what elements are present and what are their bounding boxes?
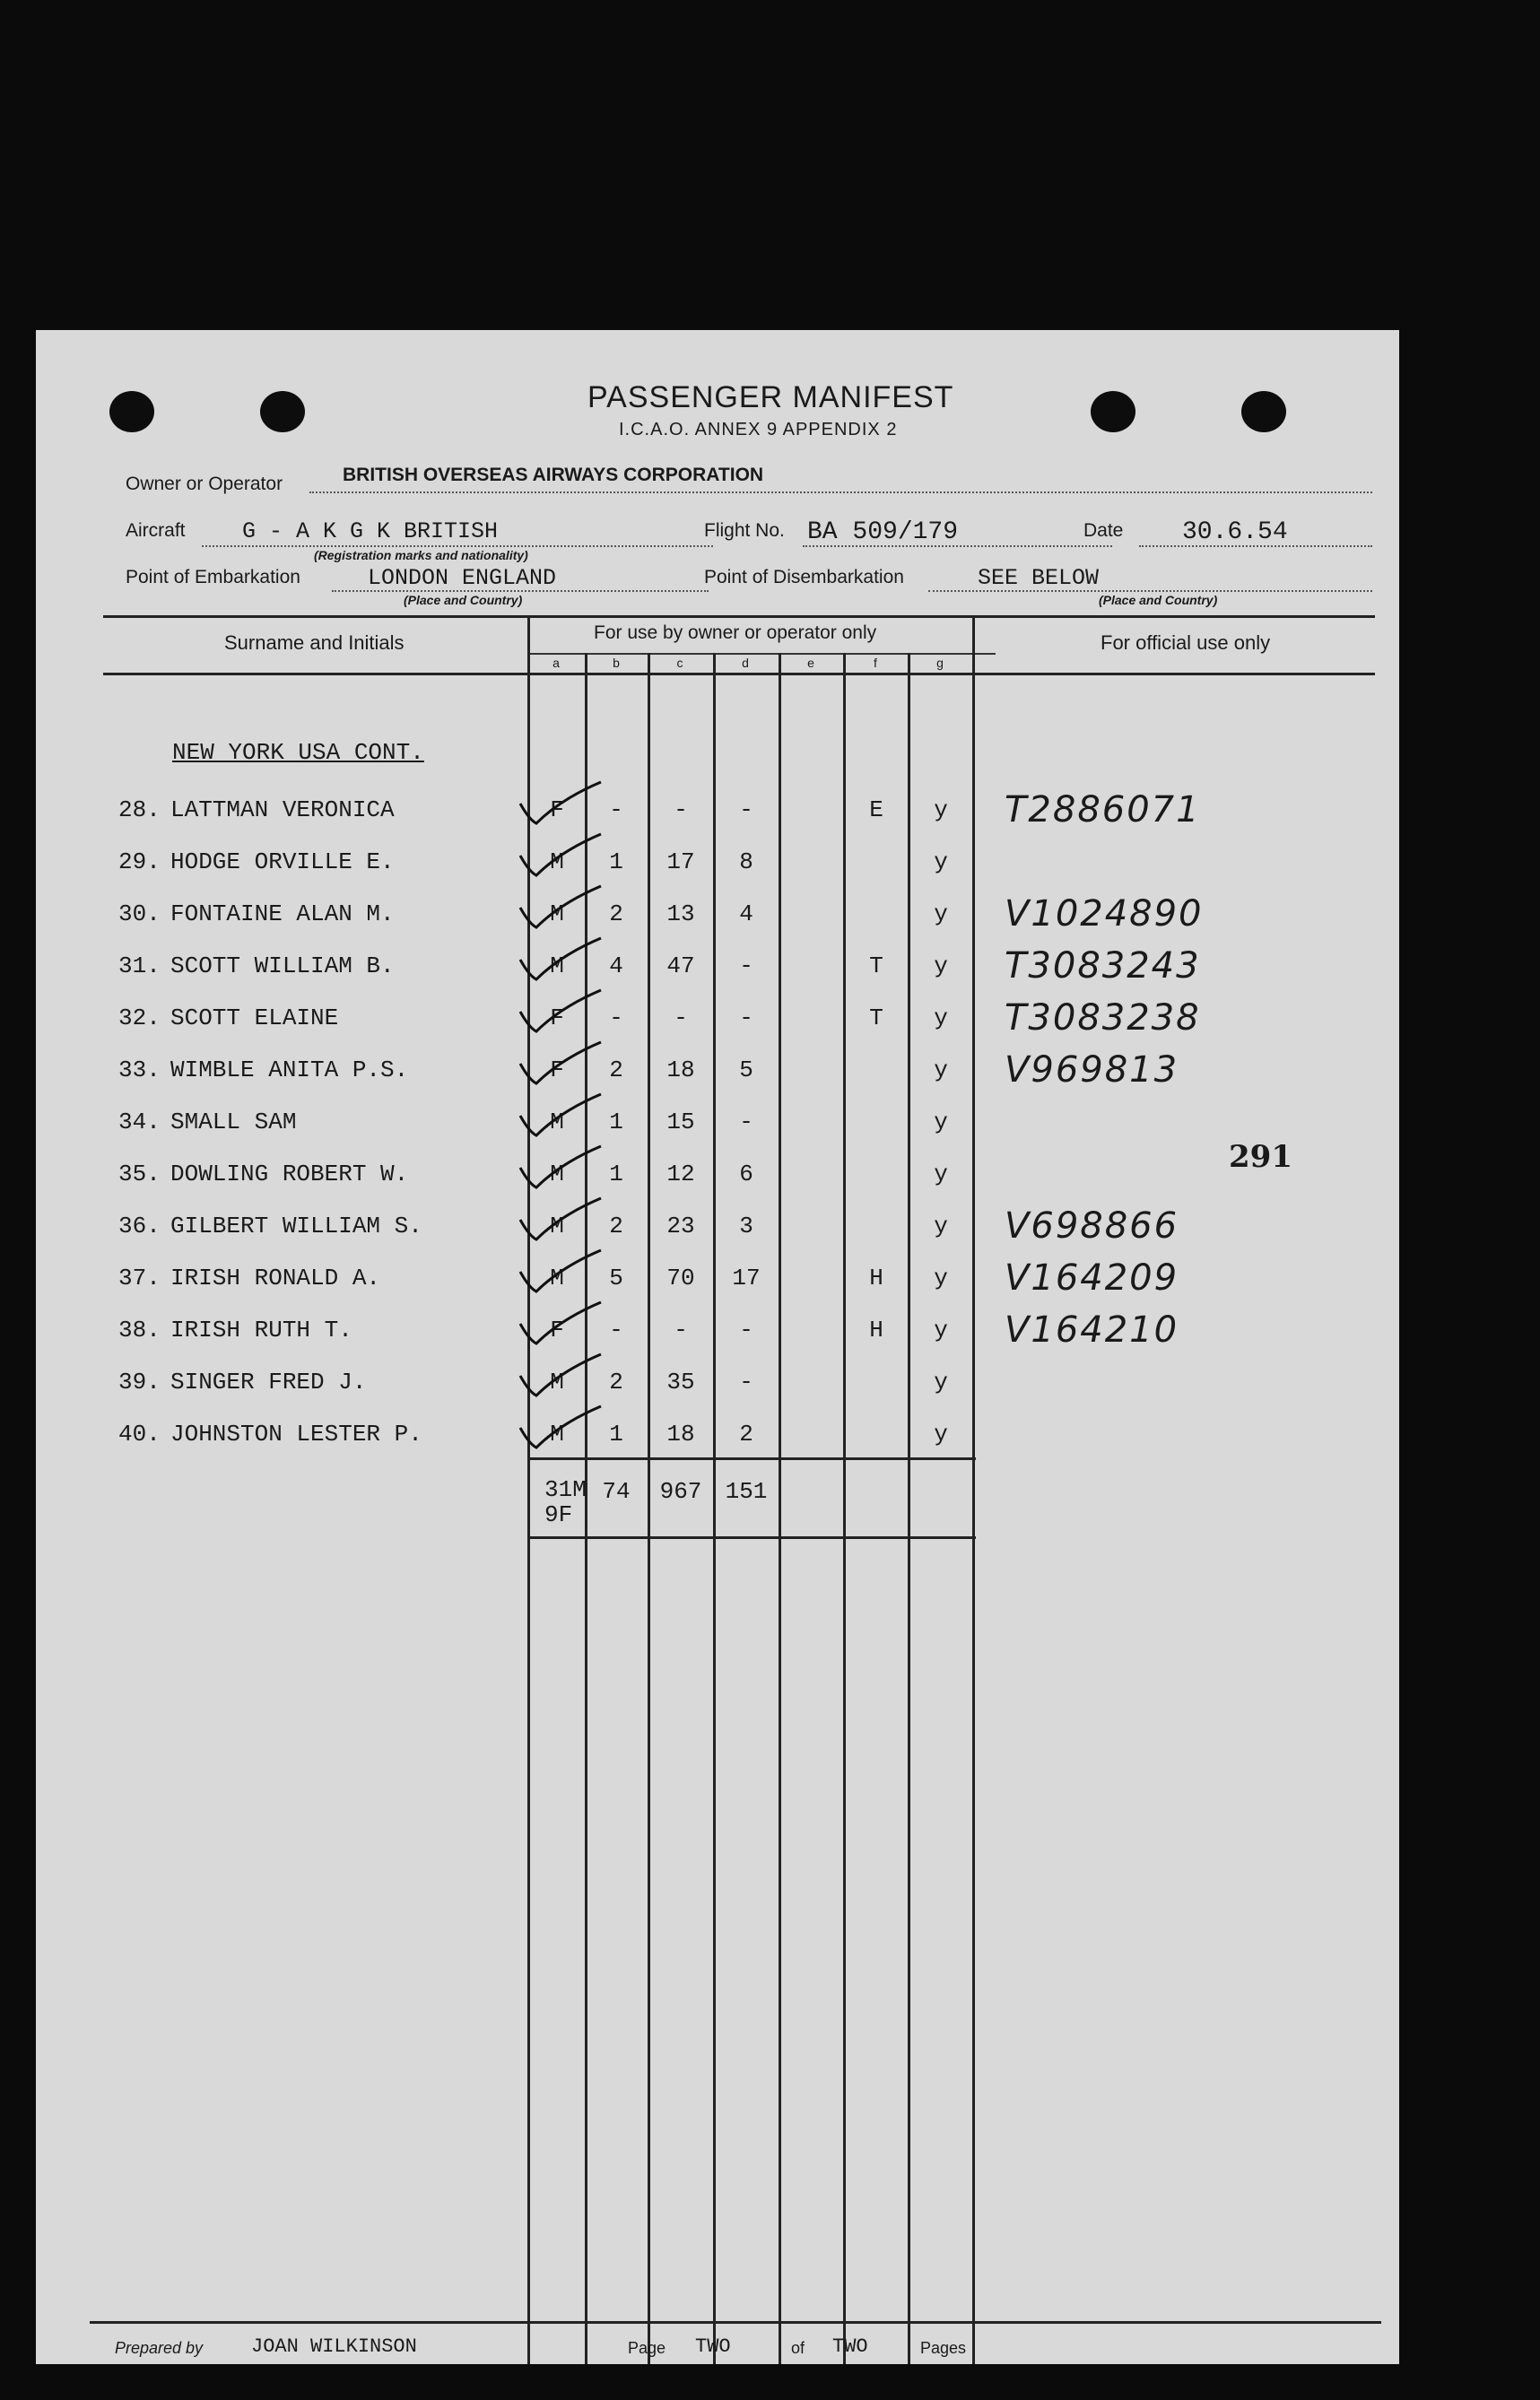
cell-b: 1 <box>609 1109 623 1135</box>
passenger-name: HODGE ORVILLE E. <box>170 848 395 875</box>
cell-b: 1 <box>609 1421 623 1448</box>
manifest-sheet <box>36 330 1399 2364</box>
passenger-name: GILBERT WILLIAM S. <box>170 1213 422 1239</box>
check-mark-icon <box>511 829 610 883</box>
official-number: V164209 <box>1005 1257 1179 1299</box>
cell-g: y <box>934 1421 948 1448</box>
cell-b: - <box>609 1317 623 1343</box>
check-mark-icon <box>511 881 610 935</box>
check-mark-icon <box>511 933 610 987</box>
page-label: Page <box>628 2339 666 2357</box>
stamp-number: 291 <box>1229 1139 1292 1175</box>
aircraft-note: (Registration marks and nationality) <box>314 548 528 562</box>
cell-c: 35 <box>666 1369 695 1396</box>
cell-b: 4 <box>609 952 623 979</box>
page-value: TWO <box>695 2335 731 2358</box>
passenger-name: LATTMAN VERONICA <box>170 796 395 823</box>
check-mark-icon <box>511 1089 610 1143</box>
cell-g: y <box>934 1109 948 1135</box>
passenger-name: SINGER FRED J. <box>170 1369 367 1396</box>
cell-c: 18 <box>666 1421 695 1448</box>
cell-b: 5 <box>609 1265 623 1291</box>
aircraft-label: Aircraft <box>126 520 186 541</box>
cell-g: y <box>934 952 948 979</box>
cell-g: y <box>934 1057 948 1083</box>
cell-g: y <box>934 900 948 927</box>
disembark-note: (Place and Country) <box>1099 593 1218 607</box>
cell-a: M <box>550 900 564 927</box>
cell-f: H <box>869 1317 883 1343</box>
passenger-name: WIMBLE ANITA P.S. <box>170 1057 409 1083</box>
table-top-rule <box>103 615 1375 618</box>
passenger-name: FONTAINE ALAN M. <box>170 900 395 927</box>
passenger-name: JOHNSTON LESTER P. <box>170 1421 422 1448</box>
col-operator-header: For use by owner or operator only <box>594 622 877 643</box>
embark-value: LONDON ENGLAND <box>368 565 557 591</box>
cell-b: - <box>609 1004 623 1031</box>
check-mark-icon <box>511 1401 610 1455</box>
total-d: 151 <box>725 1478 768 1505</box>
flight-value: BA 509/179 <box>807 518 959 546</box>
cell-g: y <box>934 1161 948 1187</box>
cell-a: M <box>550 1265 564 1291</box>
row-number: 30. <box>118 900 161 927</box>
aircraft-value: G - A K G K BRITISH <box>242 518 499 544</box>
subcol-d: d <box>742 656 749 670</box>
cell-d: 8 <box>739 848 753 875</box>
cell-f: E <box>869 796 883 823</box>
col-official-header: For official use only <box>1101 631 1271 654</box>
cell-d: - <box>739 952 753 979</box>
cell-a: M <box>550 1109 564 1135</box>
col-surname-header: Surname and Initials <box>224 631 405 654</box>
cell-g: y <box>934 796 948 823</box>
passenger-name: DOWLING ROBERT W. <box>170 1161 409 1187</box>
check-mark-icon <box>511 1037 610 1091</box>
cell-g: y <box>934 848 948 875</box>
table-header-rule <box>103 673 1375 675</box>
cell-d: 6 <box>739 1161 753 1187</box>
prepared-value: JOAN WILKINSON <box>251 2335 417 2358</box>
check-mark-icon <box>511 1297 610 1351</box>
date-value: 30.6.54 <box>1182 518 1288 546</box>
cell-f: H <box>869 1265 883 1291</box>
cell-a: F <box>550 796 564 823</box>
row-number: 32. <box>118 1004 161 1031</box>
cell-b: - <box>609 796 623 823</box>
row-number: 33. <box>118 1057 161 1083</box>
cell-g: y <box>934 1004 948 1031</box>
subcol-g: g <box>936 656 944 670</box>
cell-f: T <box>869 1004 883 1031</box>
check-mark-icon <box>511 985 610 1039</box>
cell-b: 1 <box>609 848 623 875</box>
row-number: 34. <box>118 1109 161 1135</box>
page-title: PASSENGER MANIFEST <box>587 380 954 414</box>
row-number: 29. <box>118 848 161 875</box>
check-mark-icon <box>511 777 610 830</box>
row-number: 39. <box>118 1369 161 1396</box>
page-subtitle: I.C.A.O. ANNEX 9 APPENDIX 2 <box>619 420 898 439</box>
cell-a: F <box>550 1004 564 1031</box>
official-number: T3083243 <box>1005 945 1201 987</box>
cell-a: M <box>550 848 564 875</box>
cell-a: M <box>550 1213 564 1239</box>
cell-c: 70 <box>666 1265 695 1291</box>
disembark-value: SEE BELOW <box>978 565 1100 591</box>
of-value: TWO <box>832 2335 868 2358</box>
cell-d: 2 <box>739 1421 753 1448</box>
owner-line <box>309 491 1372 493</box>
passenger-name: SMALL SAM <box>170 1109 297 1135</box>
embark-note: (Place and Country) <box>404 593 523 607</box>
cell-d: 3 <box>739 1213 753 1239</box>
owner-value: BRITISH OVERSEAS AIRWAYS CORPORATION <box>343 465 764 485</box>
cell-b: 2 <box>609 900 623 927</box>
cell-d: - <box>739 1369 753 1396</box>
cell-b: 2 <box>609 1369 623 1396</box>
cell-a: M <box>550 1421 564 1448</box>
cell-c: 47 <box>666 952 695 979</box>
row-number: 36. <box>118 1213 161 1239</box>
cell-b: 2 <box>609 1213 623 1239</box>
row-number: 40. <box>118 1421 161 1448</box>
embark-label: Point of Embarkation <box>126 567 300 587</box>
cell-c: 18 <box>666 1057 695 1083</box>
passenger-name: IRISH RONALD A. <box>170 1265 381 1291</box>
subcol-b: b <box>613 656 620 670</box>
cell-d: - <box>739 796 753 823</box>
cell-g: y <box>934 1265 948 1291</box>
cell-a: M <box>550 952 564 979</box>
passenger-name: IRISH RUTH T. <box>170 1317 352 1343</box>
cell-c: 17 <box>666 848 695 875</box>
subcol-c: c <box>676 656 683 670</box>
punch-hole <box>1241 391 1286 432</box>
cell-c: 12 <box>666 1161 695 1187</box>
total-a-female: 9F <box>544 1501 573 1528</box>
cell-g: y <box>934 1213 948 1239</box>
official-number: V969813 <box>1005 1049 1179 1091</box>
cell-a: F <box>550 1317 564 1343</box>
check-mark-icon <box>511 1141 610 1195</box>
cell-c: - <box>674 1004 688 1031</box>
punch-hole <box>260 391 305 432</box>
cell-b: 1 <box>609 1161 623 1187</box>
check-mark-icon <box>511 1193 610 1247</box>
section-heading: NEW YORK USA CONT. <box>172 739 424 766</box>
footer-rule <box>90 2321 1381 2324</box>
cell-a: M <box>550 1161 564 1187</box>
subcol-f: f <box>874 656 877 670</box>
cell-d: - <box>739 1317 753 1343</box>
pages-label: Pages <box>920 2339 967 2357</box>
passenger-name: SCOTT ELAINE <box>170 1004 339 1031</box>
row-number: 37. <box>118 1265 161 1291</box>
total-b: 74 <box>602 1478 631 1505</box>
flight-label: Flight No. <box>704 520 785 541</box>
cell-c: 23 <box>666 1213 695 1239</box>
cell-c: - <box>674 1317 688 1343</box>
check-mark-icon <box>511 1245 610 1299</box>
row-number: 31. <box>118 952 161 979</box>
of-label: of <box>791 2339 805 2357</box>
cell-c: 15 <box>666 1109 695 1135</box>
official-number: V1024890 <box>1005 893 1204 935</box>
cell-c: 13 <box>666 900 695 927</box>
cell-d: 4 <box>739 900 753 927</box>
prepared-label: Prepared by <box>115 2339 204 2357</box>
cell-a: M <box>550 1369 564 1396</box>
date-label: Date <box>1083 520 1124 541</box>
subcol-e: e <box>807 656 814 670</box>
cell-b: 2 <box>609 1057 623 1083</box>
total-c: 967 <box>659 1478 702 1505</box>
cell-d: 5 <box>739 1057 753 1083</box>
cell-g: y <box>934 1369 948 1396</box>
official-number: T3083238 <box>1005 997 1201 1039</box>
cell-d: 17 <box>732 1265 761 1291</box>
row-number: 35. <box>118 1161 161 1187</box>
subcol-a: a <box>552 656 560 670</box>
totals-end-rule <box>527 1536 976 1539</box>
cell-d: - <box>739 1004 753 1031</box>
total-a-male: 31M <box>544 1476 587 1503</box>
cell-g: y <box>934 1317 948 1343</box>
owner-label: Owner or Operator <box>126 474 283 494</box>
check-mark-icon <box>511 1349 610 1403</box>
punch-hole <box>1091 391 1135 432</box>
official-number: V164210 <box>1005 1309 1179 1351</box>
punch-hole <box>109 391 154 432</box>
rows-end-rule <box>527 1457 976 1460</box>
cell-a: F <box>550 1057 564 1083</box>
row-number: 28. <box>118 796 161 823</box>
cell-f: T <box>869 952 883 979</box>
cell-c: - <box>674 796 688 823</box>
disembark-label: Point of Disembarkation <box>704 567 904 587</box>
official-number: V698866 <box>1005 1205 1179 1247</box>
passenger-name: SCOTT WILLIAM B. <box>170 952 395 979</box>
cell-d: - <box>739 1109 753 1135</box>
official-number: T2886071 <box>1005 789 1201 830</box>
row-number: 38. <box>118 1317 161 1343</box>
